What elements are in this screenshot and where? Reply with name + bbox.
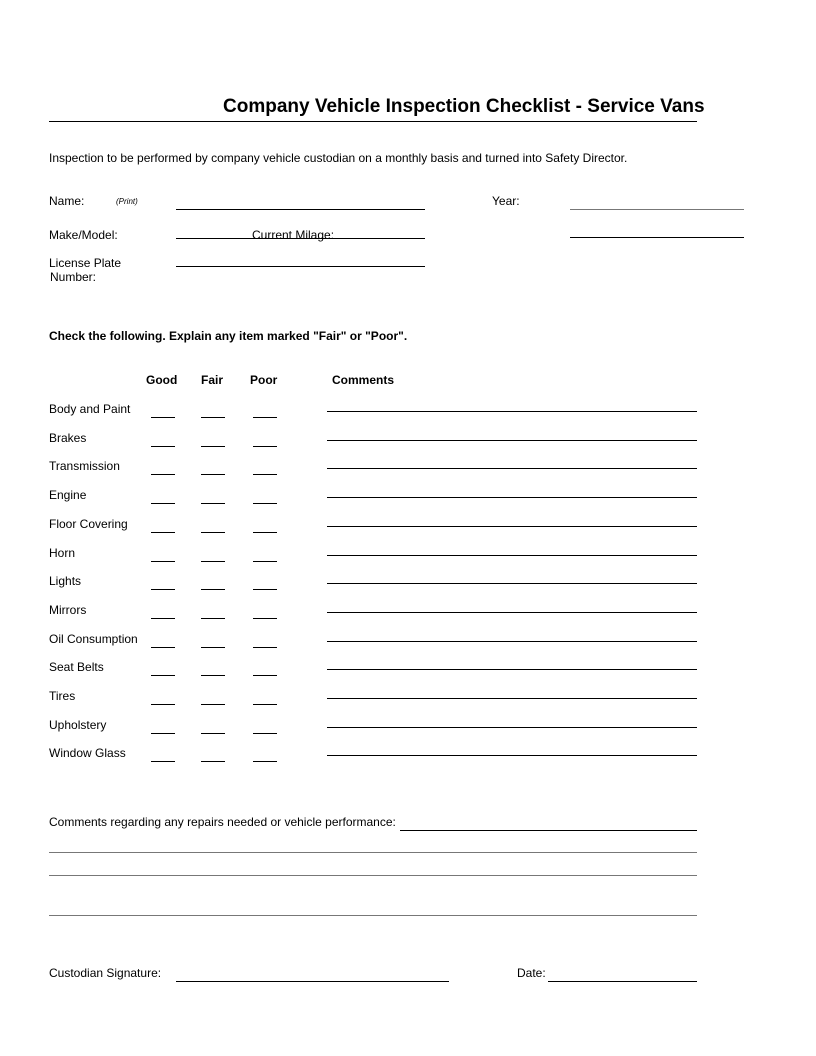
license-plate-label: License Plate Number: [49,256,122,284]
list-item [0,574,816,603]
poor-check-blank[interactable] [253,675,277,676]
poor-check-blank[interactable] [253,647,277,648]
item-label: Body and Paint [49,402,131,416]
poor-check-blank[interactable] [253,704,277,705]
list-item [0,546,816,575]
current-mileage-field[interactable] [570,237,744,238]
name-field[interactable] [176,209,425,210]
column-good: Good [146,373,178,387]
name-label: Name: [49,194,85,208]
title-underline [49,121,697,122]
item-label: Seat Belts [49,660,104,674]
comment-line[interactable] [327,669,697,670]
good-check-blank[interactable] [151,618,175,619]
poor-check-blank[interactable] [253,561,277,562]
list-item [0,689,816,718]
comment-line[interactable] [327,555,697,556]
fair-check-blank[interactable] [201,503,225,504]
good-check-blank[interactable] [151,503,175,504]
comment-line[interactable] [327,468,697,469]
fair-check-blank[interactable] [201,733,225,734]
signature-label: Custodian Signature: [49,966,162,980]
list-item [0,402,816,431]
poor-check-blank[interactable] [253,733,277,734]
fair-check-blank[interactable] [201,761,225,762]
good-check-blank[interactable] [151,675,175,676]
comment-line[interactable] [327,755,697,756]
poor-check-blank[interactable] [253,532,277,533]
list-item [0,603,816,632]
poor-check-blank[interactable] [253,446,277,447]
good-check-blank[interactable] [151,532,175,533]
comment-line[interactable] [327,612,697,613]
fair-check-blank[interactable] [201,417,225,418]
column-fair: Fair [201,373,224,387]
item-label: Window Glass [49,746,126,760]
comment-line[interactable] [327,583,697,584]
good-check-blank[interactable] [151,761,175,762]
item-label: Oil Consumption [49,632,138,646]
list-item [0,632,816,661]
item-label: Brakes [49,431,87,445]
good-check-blank[interactable] [151,446,175,447]
fair-check-blank[interactable] [201,704,225,705]
item-label: Horn [49,546,76,560]
item-label: Tires [49,689,76,703]
column-poor: Poor [250,373,278,387]
poor-check-blank[interactable] [253,761,277,762]
license-plate-field[interactable] [176,266,425,267]
poor-check-blank[interactable] [253,618,277,619]
repairs-comment-line-2[interactable] [49,852,697,853]
list-item [0,660,816,689]
good-check-blank[interactable] [151,704,175,705]
comment-line[interactable] [327,698,697,699]
date-label: Date: [517,966,546,980]
comment-line[interactable] [327,497,697,498]
fair-check-blank[interactable] [201,561,225,562]
good-check-blank[interactable] [151,417,175,418]
good-check-blank[interactable] [151,561,175,562]
comment-line[interactable] [327,526,697,527]
year-field[interactable] [570,209,744,210]
comment-line[interactable] [327,440,697,441]
list-item [0,459,816,488]
poor-check-blank[interactable] [253,417,277,418]
fair-check-blank[interactable] [201,446,225,447]
fair-check-blank[interactable] [201,474,225,475]
repairs-comment-line-3[interactable] [49,875,697,876]
comment-line[interactable] [327,641,697,642]
date-field[interactable] [548,981,697,982]
make-model-label: Make/Model: [49,228,118,242]
item-label: Lights [49,574,82,588]
check-instruction: Check the following. Explain any item marked "Fair" or "Poor". [49,329,408,343]
list-item [0,517,816,546]
item-label: Mirrors [49,603,87,617]
good-check-blank[interactable] [151,647,175,648]
comment-line[interactable] [327,727,697,728]
instruction-text: Inspection to be performed by company vehicle custodian on a monthly basis and turned into Safety Director. [49,151,628,165]
list-item [0,746,816,775]
list-item [0,431,816,460]
repairs-comment-line-1[interactable] [400,830,697,831]
comment-line[interactable] [327,411,697,412]
poor-check-blank[interactable] [253,503,277,504]
item-label: Transmission [49,459,120,473]
repairs-comments-label: Comments regarding any repairs needed or vehicle performance: [49,815,396,829]
good-check-blank[interactable] [151,733,175,734]
good-check-blank[interactable] [151,589,175,590]
fair-check-blank[interactable] [201,675,225,676]
fair-check-blank[interactable] [201,532,225,533]
year-label: Year: [492,194,520,208]
column-comments: Comments [332,373,395,387]
signature-field[interactable] [176,981,449,982]
item-label: Engine [49,488,87,502]
poor-check-blank[interactable] [253,474,277,475]
page-title: Company Vehicle Inspection Checklist - Service Vans [223,96,705,117]
item-label: Upholstery [49,718,107,732]
print-note: (Print) [116,197,138,206]
fair-check-blank[interactable] [201,647,225,648]
item-label: Floor Covering [49,517,128,531]
poor-check-blank[interactable] [253,589,277,590]
repairs-comment-line-4[interactable] [49,915,697,916]
good-check-blank[interactable] [151,474,175,475]
fair-check-blank[interactable] [201,618,225,619]
list-item [0,718,816,747]
current-mileage-label: Current Milage: [252,228,335,242]
fair-check-blank[interactable] [201,589,225,590]
list-item [0,488,816,517]
